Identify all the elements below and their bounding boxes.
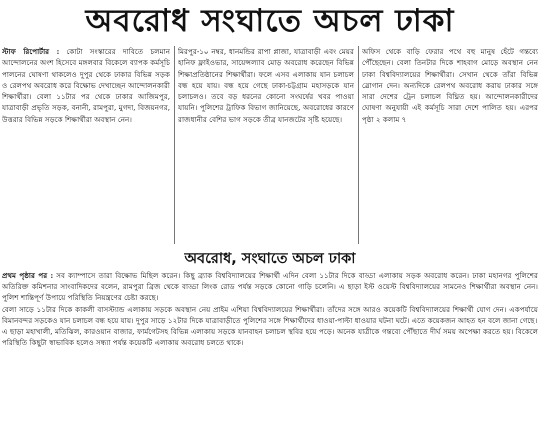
body-paragraph-3: এ ছাড়া মহাখালী, মতিঝিল, কারওয়ান বাজার, ফার্মগেটসহ বিভিন্ন এলাকায় সড়কে যানবাহন চলাচল স্থবির হয়ে পড়ে। অনেক যাত্রীকে গন্তব্যে পৌঁছাতে দীর্ঘ সময় অপেক্ষা করতে হয়। বিকেলে পরিস্থিতি কিছুটা স্বাভাবিক হলেও সন্ধ্যা পর্যন্ত কয়েকটি এলাকায় অবরোধ চলতে থাকে।	[2, 327, 538, 348]
column-divider	[358, 46, 359, 244]
headline: অবরোধ সংঘাতে অচল ঢাকা	[85, 3, 455, 39]
body-paragraph-1: প্রথম পৃষ্ঠার পর : সব ক্যাম্পাসে তারা বিক্ষোভ মিছিল করেন। কিছু ব্র্যাক বিশ্ববিদ্যালয়ের শিক্ষার্থী এদিন বেলা ১১টার দিকে বাড্ডা এলাকায় সড়ক অবরোধ করেন। ঢাকা মহানগর পুলিশের অতিরিক্ত কমিশনার সাংবাদিকদের বলেন, রামপুরা ব্রিজ থেকে বাড্ডা লিংক রোড পর্যন্ত সড়কে কোনো গাড়ি চলেনি। এ ছাড়া ইস্ট ওয়েস্ট বিশ্ববিদ্যালয়ের সামনেও শিক্ষার্থীরা অবস্থান নেন। পুলিশ শান্তিপূর্ণ উপায়ে পরিস্থিতি নিয়ন্ত্রণের চেষ্টা করছে।	[2, 271, 538, 303]
continuation-body	[2, 270, 538, 438]
subheadline: অবরোধ, সংঘাতে অচল ঢাকা	[184, 251, 356, 267]
column-1-text: স্টাফ রিপোর্টার : কোটা সংস্কারের দাবিতে চলমান আন্দোলনের অংশ হিসেবে মঙ্গলবার বিকেলে ব্যাপক কর্মসূচি পালনের ঘোষণা থাকলেও দুপুর থেকে ঢাকার বিভিন্ন সড়ক ও রেলপথ অবরোধ করে বিক্ষোভ দেখাচ্ছেন আন্দোলনকারী শিক্ষার্থীরা। বেলা ১১টার পর থেকে ঢাকার আজিমপুর, যাত্রাবাড়ী প্রভৃতি সড়ক, বনানী, রামপুরা, মুগদা, বিজয়নগর, উত্তরার বিভিন্ন সড়কে শিক্ষার্থীরা অবস্থান নেন।	[2, 47, 170, 124]
column-divider	[174, 46, 175, 244]
byline: স্টাফ রিপোর্টার :	[2, 47, 60, 56]
article-column-1	[2, 46, 170, 244]
continuation-byline: প্রথম পৃষ্ঠার পর :	[2, 271, 54, 280]
column-3-text: অফিস থেকে বাড়ি ফেরার পথে বহু মানুষ হেঁটে গন্তব্যে পৌঁছেছেন। বেলা তিনটার দিকে শাহবাগ মোড়ে অবস্থান নেন ঢাকা বিশ্ববিদ্যালয়ের শিক্ষার্থীরা। সেখান থেকে তাঁরা বিভিন্ন স্লোগান দেন। অন্যদিকে রেলপথ অবরোধ করায় ঢাকার সঙ্গে সারা দেশের ট্রেন চলাচল বিঘ্নিত হয়। আন্দোলনকারীদের ঘোষণা অনুযায়ী এই কর্মসূচি সারা দেশে পালিত হয়। এরপর পৃষ্ঠা ২ কলাম ৭	[362, 47, 538, 124]
body-paragraph-2: বেলা সাড়ে ১১টার দিকে কাকলী বাসস্ট্যান্ড এলাকায় সড়কে অবস্থান নেয় প্রাইম এশিয়া বিশ্ববিদ্যালয়ের শিক্ষার্থীরা। তাঁদের সঙ্গে আরও কয়েকটি বিশ্ববিদ্যালয়ের শিক্ষার্থী যোগ দেন। একপর্যায়ে বিমানবন্দর সড়কেও যান চলাচল বন্ধ হয়ে যায়। দুপুর সাড়ে ১২টার দিকে যাত্রাবাড়ীতে পুলিশের সঙ্গে শিক্ষার্থীদের ধাওয়া-পাল্টা ধাওয়ার ঘটনা ঘটে। এতে কয়েকজন আহত হন বলে জানা গেছে।	[2, 304, 538, 325]
article-column-2	[178, 46, 354, 244]
front-page-columns	[2, 46, 538, 244]
column-2-text: মিরপুর-১০ নম্বর, ধানমন্ডির রাপা প্লাজা, যাত্রাবাড়ী এবং মেয়র হানিফ ফ্লাইওভার, সায়েন্সল্যাব মোড় অবরোধ করেছেন বিভিন্ন শিক্ষাপ্রতিষ্ঠানের শিক্ষার্থীরা। ফলে এসব এলাকায় যান চলাচল বন্ধ হয়ে যায়। বন্ধ হয়ে গেছে ঢাকা-চট্টগ্রাম মহাসড়কে যান চলাচলও। তবে বড় ধরনের কোনো সংঘর্ষের খবর পাওয়া যায়নি। পুলিশের ট্রাফিক বিভাগ জানিয়েছে, অবরোধের কারণে রাজধানীর বেশির ভাগ সড়কে তীব্র যানজটের সৃষ্টি হয়েছে।	[178, 47, 354, 124]
article-column-3	[362, 46, 538, 244]
